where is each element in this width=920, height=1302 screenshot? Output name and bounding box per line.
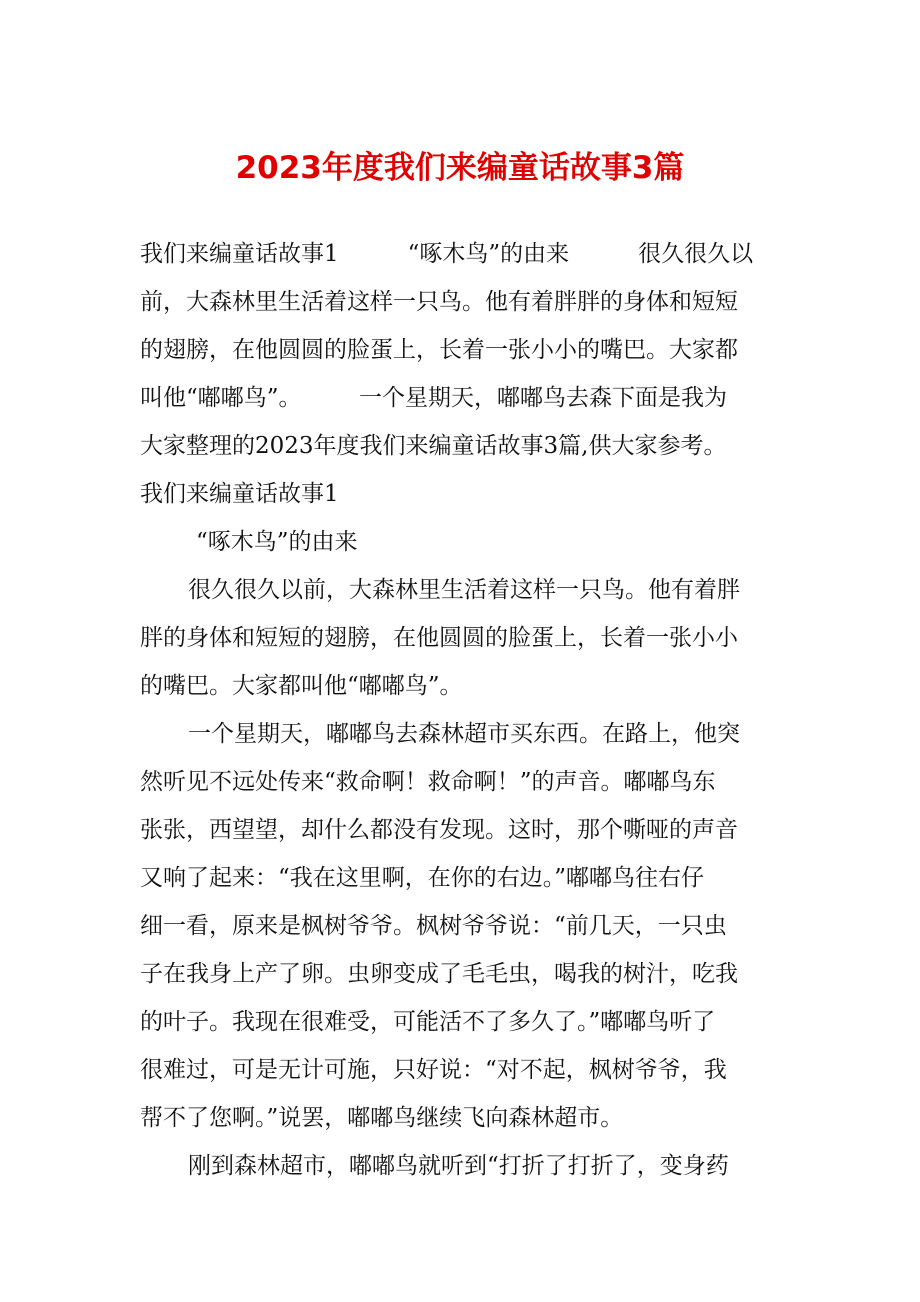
paragraph-line: 细一看，原来是枫树爷爷。枫树爷爷说：“前几天，一只虫 <box>140 913 727 939</box>
paragraph-line: 张张，西望望，却什么都没有发现。这时，那个嘶哑的声音 <box>140 817 738 843</box>
paragraph-line: 子在我身上产了卵。虫卵变成了毛毛虫，喝我的树汁，吃我 <box>140 961 738 987</box>
intro-line: 我们来编童话故事1 “啄木鸟”的由来 很久很久以 <box>140 241 754 267</box>
document-title: 2023年度我们来编童话故事3篇 <box>235 150 685 186</box>
paragraph-line: 帮不了您啊。”说罢，嘟嘟鸟继续飞向森林超市。 <box>140 1105 624 1131</box>
intro-line: 前，大森林里生活着这样一只鸟。他有着胖胖的身体和短短 <box>140 289 738 315</box>
paragraph-line: 又响了起来：“我在这里啊，在你的右边。”嘟嘟鸟往右仔 <box>140 865 705 891</box>
paragraph-line: 的嘴巴。大家都叫他“嘟嘟鸟”。 <box>140 673 463 699</box>
paragraph-line: 一个星期天，嘟嘟鸟去森林超市买东西。在路上，他突 <box>188 721 740 747</box>
paragraph-line: 胖的身体和短短的翅膀，在他圆圆的脸蛋上，长着一张小小 <box>140 625 738 651</box>
paragraph-line: 很难过，可是无计可施，只好说：“对不起，枫树爷爷，我 <box>140 1057 727 1083</box>
paragraph-line: 然听见不远处传来“救命啊！救命啊！”的声音。嘟嘟鸟东 <box>140 769 716 795</box>
story-heading: 我们来编童话故事1 <box>140 481 339 507</box>
paragraph-line: 很久很久以前，大森林里生活着这样一只鸟。他有着胖 <box>188 577 740 603</box>
intro-line: 大家整理的2023年度我们来编童话故事3篇,供大家参考。 <box>140 433 727 459</box>
intro-line: 的翅膀，在他圆圆的脸蛋上，长着一张小小的嘴巴。大家都 <box>140 337 738 363</box>
paragraph-line: 刚到森林超市，嘟嘟鸟就听到“打折了打折了，变身药 <box>188 1153 729 1179</box>
paragraph-line: 的叶子。我现在很难受，可能活不了多久了。”嘟嘟鸟听了 <box>140 1009 716 1035</box>
intro-line: 叫他“嘟嘟鸟”。 一个星期天，嘟嘟鸟去森下面是我为 <box>140 385 728 411</box>
story-subtitle: “啄木鸟”的由来 <box>196 529 358 555</box>
